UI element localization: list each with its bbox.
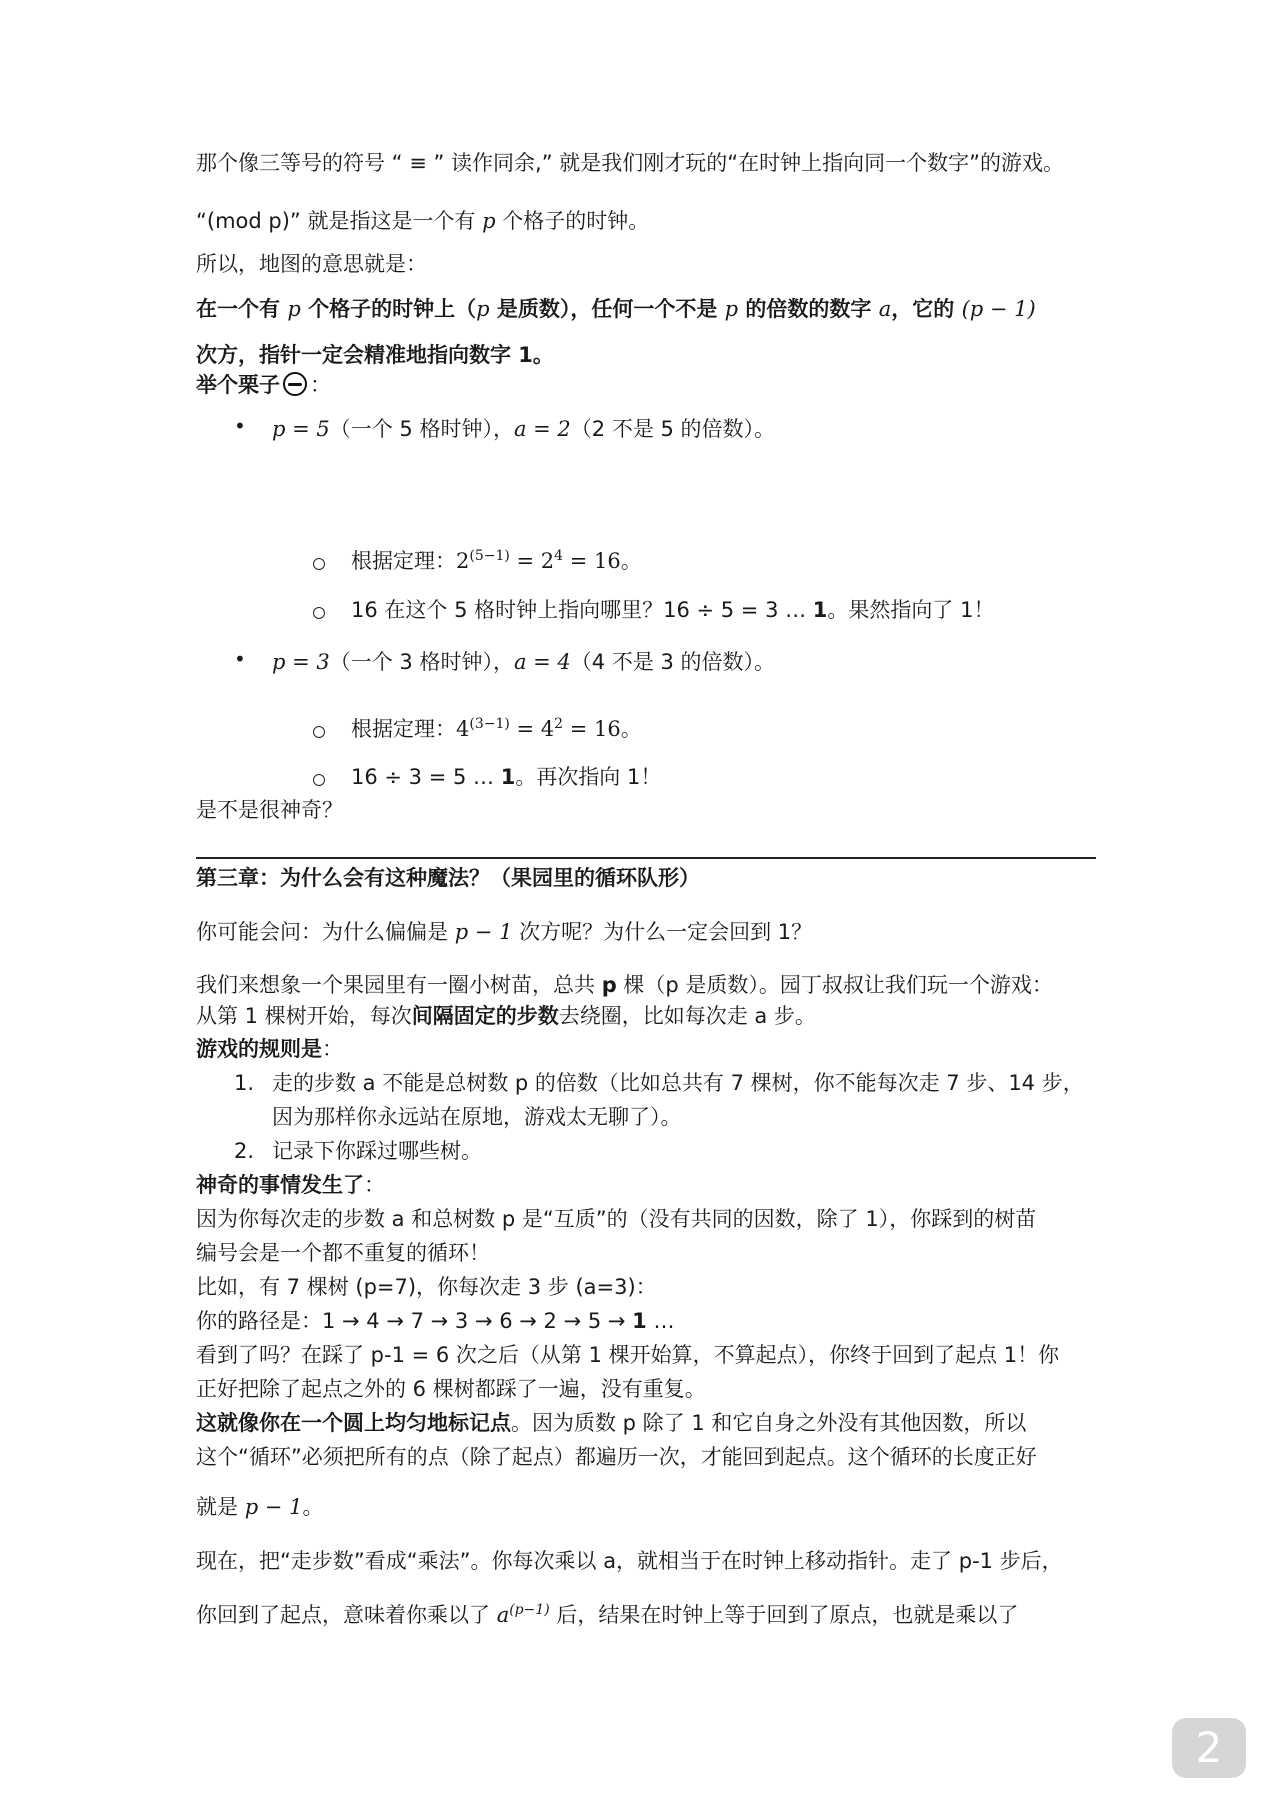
text-theorem-a: 在一个有 [196,297,288,321]
text-ex2-b: （4 不是 3 的倍数）。 [570,650,776,674]
text-orchard-d: 去绕圈，比如每次走 a 步。 [558,1004,816,1028]
magic-line-1 [196,1204,1036,1234]
math-p-minus-1: p − 1 [454,920,513,944]
text-mod-b: 个格子的时钟。 [495,209,650,233]
page-number-badge: 2 [1172,1718,1246,1778]
text-bold-one: 1 [812,598,828,622]
magic-line-5 [196,1340,1059,1370]
text-magic-2: 编号会是一个都不重复的循环！ [196,1241,490,1265]
text-question-b: 次方呢？为什么一定会回到 1？ [512,920,813,944]
paragraph-orchard-2 [196,1001,816,1031]
text-theorem-line2: 次方，指针一定会精准地指向数字 1。 [196,343,554,367]
text-period: 。 [620,717,642,741]
paragraph-amazing [196,795,343,825]
math-result: = 16 [563,549,621,573]
text-so: 所以，地图的意思就是： [196,252,427,276]
sub-bullet-icon [313,558,325,570]
text-ellipsis: … [646,1309,675,1333]
text-bold-one: 1 [500,765,516,789]
text-orchard-c: 从第 1 棵树开始，每次 [196,1004,412,1028]
magic-line-11 [196,1600,1018,1630]
example2-step2 [351,762,661,792]
text-magic-8: 这个“循环”必须把所有的点（除了起点）都遍历一次，才能回到起点。这个循环的长度正好 [196,1445,1037,1469]
text-rule1-line1: 走的步数 a 不能是总树数 p 的倍数（比如总共有 7 棵树，你不能每次走 7 步、14 步， [272,1071,1084,1095]
example2-header [272,647,775,677]
text-period: 。 [620,549,642,573]
text-ex2-step2: 16 ÷ 3 = 5 … [351,765,501,789]
chapter3-title [196,863,700,893]
example1-step2 [351,595,994,625]
text-rule2: 记录下你踩过哪些树。 [272,1139,482,1163]
text-example: 举个栗子 [196,373,280,397]
math-base: 2 [456,549,470,573]
paragraph-mod [196,206,649,236]
example2-step1 [351,714,642,744]
text-magic-6: 正好把除了起点之外的 6 棵树都踩了一遍，没有重复。 [196,1377,706,1401]
text-magic-3: 比如，有 7 棵树 (p=7)，你每次走 3 步 (a=3)： [196,1275,657,1299]
math-p: p [287,297,301,321]
text-bold-step: 间隔固定的步数 [411,1004,559,1028]
math-p-eq-5: p = 5 [272,417,330,441]
text-theorem-b: 个格子的时钟上（ [300,297,477,321]
text-label: 根据定理： [351,717,456,741]
bullet-icon: • [234,414,246,438]
math-base: 4 [456,717,470,741]
math-result: = 16 [563,717,621,741]
sub-bullet-icon [313,607,325,619]
math-a-eq-2: a = 2 [513,417,571,441]
magic-line-8 [196,1442,1037,1472]
path-line [196,1306,674,1336]
text-magic-10: 现在，把“走步数”看成“乘法”。你每次乘以 a，就相当于在时钟上移动指针。走了 p-1 步后， [196,1549,1063,1573]
bullet-icon: • [234,647,246,671]
example1-step1 [351,546,642,576]
section-divider [196,857,1096,859]
math-p: p [724,297,739,321]
text-ex1-step2: 16 在这个 5 格时钟上指向哪里？16 ÷ 5 = 3 … [351,598,813,622]
math-a: a [496,1603,510,1627]
text-period: 。 [302,1495,324,1519]
paragraph-question [196,917,812,947]
text-bold-circle: 这就像你在一个圆上均匀地标记点 [196,1411,511,1435]
text-path: 你的路径是：1 → 4 → 7 → 3 → 6 → 2 → 5 → [196,1309,633,1333]
text-bold-one: 1 [632,1309,647,1333]
rule-1-line1 [272,1068,1084,1098]
paragraph-congruence [196,148,1064,178]
example-heading [196,370,331,400]
text-ex1-step2-end: 。果然指向了 1！ [827,598,995,622]
text-magic-7: 。因为质数 p 除了 1 和它自身之外没有其他因数，所以 [511,1411,1027,1435]
text-ex1-a: （一个 5 格时钟）， [329,417,514,441]
magic-line-2 [196,1238,490,1268]
text-orchard-a: 我们来想象一个果园里有一圈小树苗，总共 [196,973,602,997]
magic-line-3 [196,1272,657,1302]
text-magic-5: 看到了吗？在踩了 p-1 = 6 次之后（从第 1 棵开始算，不算起点），你终于回到了起点 1！你 [196,1343,1060,1367]
magic-line-9 [196,1492,323,1522]
text-chapter-title: 第三章：为什么会有这种魔法？（果园里的循环队形） [196,866,700,890]
magic-heading [196,1170,385,1200]
rule-1-line2 [272,1102,682,1132]
magic-line-7 [196,1408,1026,1438]
math-mid: = 4 [509,717,555,741]
math-p-minus-1: (p − 1) [961,297,1036,321]
text-ex1-b: （2 不是 5 的倍数）。 [570,417,776,441]
text-colon: ： [364,1173,385,1197]
text-magic-1: 因为你每次走的步数 a 和总树数 p 是“互质”的（没有共同的因数，除了 1），你踩到的树苗 [196,1207,1037,1231]
text-mod-a: “(mod p)” 就是指这是一个有 [196,209,483,233]
text-question-a: 你可能会问：为什么偏偏是 [196,920,455,944]
paragraph-so [196,249,427,279]
sleepy-face-icon [283,372,307,396]
text-colon: ： [322,1037,343,1061]
text-theorem-e: ，它的 [891,297,962,321]
math-p-minus-1: p − 1 [244,1495,303,1519]
text-ex2-a: （一个 3 格时钟）， [329,650,514,674]
text-number: 1. [234,1071,255,1095]
magic-line-10 [196,1546,1063,1576]
text-bold-p: p [601,973,617,997]
text-magic-title: 神奇的事情发生了 [196,1173,364,1197]
text-label: 根据定理： [351,549,456,573]
theorem-statement-line1 [196,294,1036,324]
rule-number-2 [234,1136,254,1166]
theorem-statement-line2 [196,340,554,370]
math-exponent: (5−1) [469,548,510,564]
text-magic-11a: 你回到了起点，意味着你乘以了 [196,1603,497,1627]
text-colon: ： [310,373,331,397]
math-exponent: (3−1) [469,716,510,732]
text-theorem-c: 是质数），任何一个不是 [489,297,725,321]
text-orchard-b: 棵（p 是质数）。园丁叔叔让我们玩一个游戏： [616,973,1053,997]
rules-heading [196,1034,343,1064]
paragraph-orchard-1 [196,970,1053,1000]
text-magic-11b: 后，结果在时钟上等于回到了原点，也就是乘以了 [549,1603,1019,1627]
example1-header [272,414,775,444]
text-rule1-line2: 因为那样你永远站在原地，游戏太无聊了）。 [272,1105,682,1129]
text-theorem-d: 的倍数的数字 [738,297,879,321]
sub-bullet-icon [313,774,325,786]
text-rules-title: 游戏的规则是 [196,1037,322,1061]
math-a-eq-4: a = 4 [513,650,571,674]
text-ex2-step2-end: 。再次指向 1！ [515,765,662,789]
text-amazing: 是不是很神奇？ [196,798,343,822]
math-p-eq-3: p = 3 [272,650,330,674]
math-exponent: 4 [554,548,564,564]
math-exponent: (p−1) [509,1602,550,1618]
text-magic-9a: 就是 [196,1495,245,1519]
math-exponent: 2 [554,716,564,732]
math-p: p [476,297,490,321]
math-p: p [482,209,496,233]
magic-line-6 [196,1374,706,1404]
math-a: a [878,297,892,321]
rule-number-1 [234,1068,254,1098]
sub-bullet-icon [313,726,325,738]
rule-2 [272,1136,482,1166]
text-number: 2. [234,1139,255,1163]
text-congruence: 那个像三等号的符号 “ ≡ ” 读作同余,” 就是我们刚才玩的“在时钟上指向同一个数字”的游戏。 [196,151,1065,175]
math-mid: = 2 [509,549,555,573]
